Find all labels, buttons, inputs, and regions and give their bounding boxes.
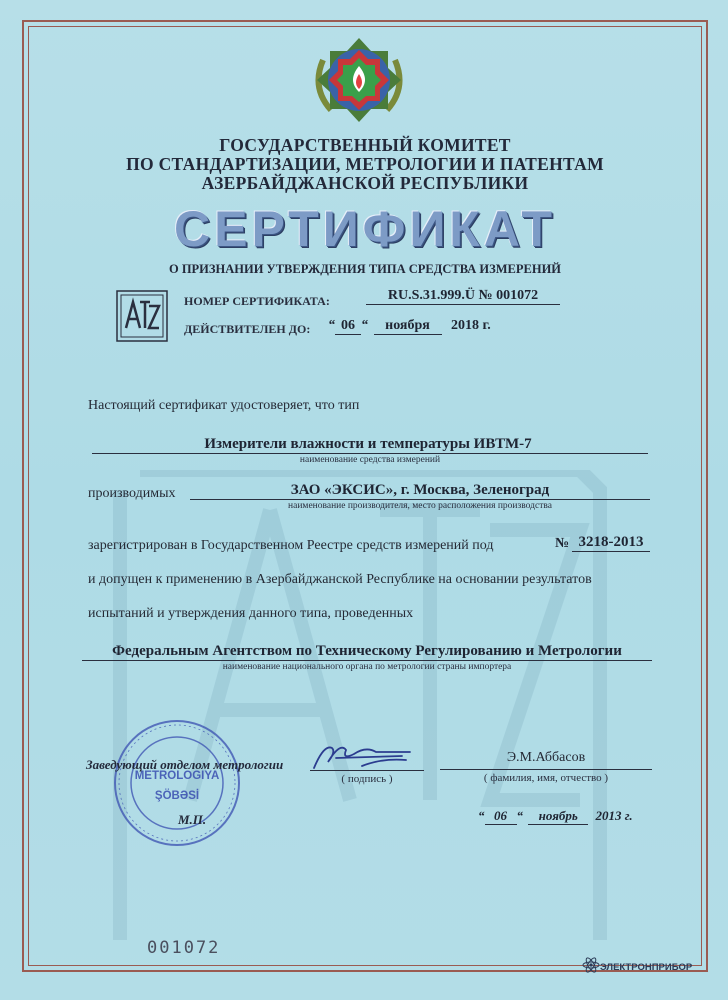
seal-label: М.П. — [178, 812, 207, 827]
signature-date: “ 06 “ ноябрь 2013 г. — [478, 808, 633, 823]
agency-underline — [82, 660, 652, 661]
name-caption: ( фамилия, имя, отчество ) — [483, 772, 609, 784]
valid-until-date: “ 06 “ ноября 2018 г. — [328, 318, 491, 333]
sign-month: ноябрь — [528, 808, 588, 825]
registered-text: зарегистрирован в Государственном Реестре средств измерений под — [88, 538, 494, 553]
sign-day: 06 — [485, 808, 517, 825]
sign-year: 2013 г. — [595, 808, 633, 823]
certificate-title: СЕРТИФИКАТ — [174, 201, 556, 257]
valid-until-label: ДЕЙСТВИТЕЛЕН ДО: — [184, 322, 311, 336]
manufacturer-underline — [190, 499, 650, 500]
agency-name: Федеральным Агентством по Техническому Регулированию и Метрологии — [112, 643, 622, 659]
registry-number: 3218-2013 — [572, 534, 650, 552]
manufacturer-name: ЗАО «ЭКСИС», г. Москва, Зеленоград — [290, 482, 550, 498]
admitted-text: и допущен к применению в Азербайджанской Республике на основании результатов — [88, 572, 592, 587]
signer-name: Э.М.Аббасов — [506, 750, 586, 765]
azerbaijan-emblem-icon — [306, 30, 412, 136]
intro-text: Настоящий сертификат удостоверяет, что тип — [88, 398, 360, 413]
instrument-underline — [92, 453, 648, 454]
issuing-committee — [60, 136, 670, 193]
certificate-number-label: НОМЕР СЕРТИФИКАТА: — [184, 294, 330, 308]
committee-line-2: ПО СТАНДАРТИЗАЦИИ, МЕТРОЛОГИИ И ПАТЕНТАМ — [126, 154, 604, 174]
valid-day: 06 — [335, 318, 361, 335]
tests-text: испытаний и утверждения данного типа, проведенных — [88, 606, 414, 621]
registry-sign: № — [555, 536, 570, 551]
signature-line — [310, 770, 424, 771]
signature-caption: ( подпись ) — [341, 773, 393, 785]
manufacturer-caption: наименование производителя, место расположения производства — [288, 501, 552, 511]
serial-number: 001072 — [147, 938, 221, 958]
signer-role: Заведующий отделом метрологии — [86, 757, 284, 772]
committee-line-1: ГОСУДАРСТВЕННЫЙ КОМИТЕТ — [219, 135, 511, 155]
stamp-line-1: METROLOGIYA — [134, 770, 220, 782]
instrument-caption: наименование средства измерений — [299, 455, 441, 465]
certificate-subtitle: О ПРИЗНАНИИ УТВЕРЖДЕНИЯ ТИПА СРЕДСТВА ИЗМЕРЕНИЙ — [168, 262, 562, 276]
valid-month: ноября — [374, 318, 442, 335]
stamp-line-2: ŞÖBƏSİ — [154, 790, 200, 802]
instrument-name: Измерители влажности и температуры ИВТМ-7 — [204, 436, 532, 452]
handwritten-signature-icon — [306, 738, 418, 778]
valid-year: 2018 г. — [451, 318, 491, 333]
atz-logo-icon — [116, 290, 168, 342]
atom-logo-icon — [582, 956, 600, 974]
brand-watermark: ЭЛЕКТРОНПРИБОР — [600, 962, 693, 973]
committee-line-3: АЗЕРБАЙДЖАНСКОЙ РЕСПУБЛИКИ — [201, 173, 529, 193]
produced-label: производимых — [88, 486, 176, 501]
agency-caption: наименование национального органа по метрологии страны импортера — [222, 662, 512, 672]
certificate-number: RU.S.31.999.Ü № 001072 — [366, 288, 560, 305]
name-line — [440, 769, 652, 770]
